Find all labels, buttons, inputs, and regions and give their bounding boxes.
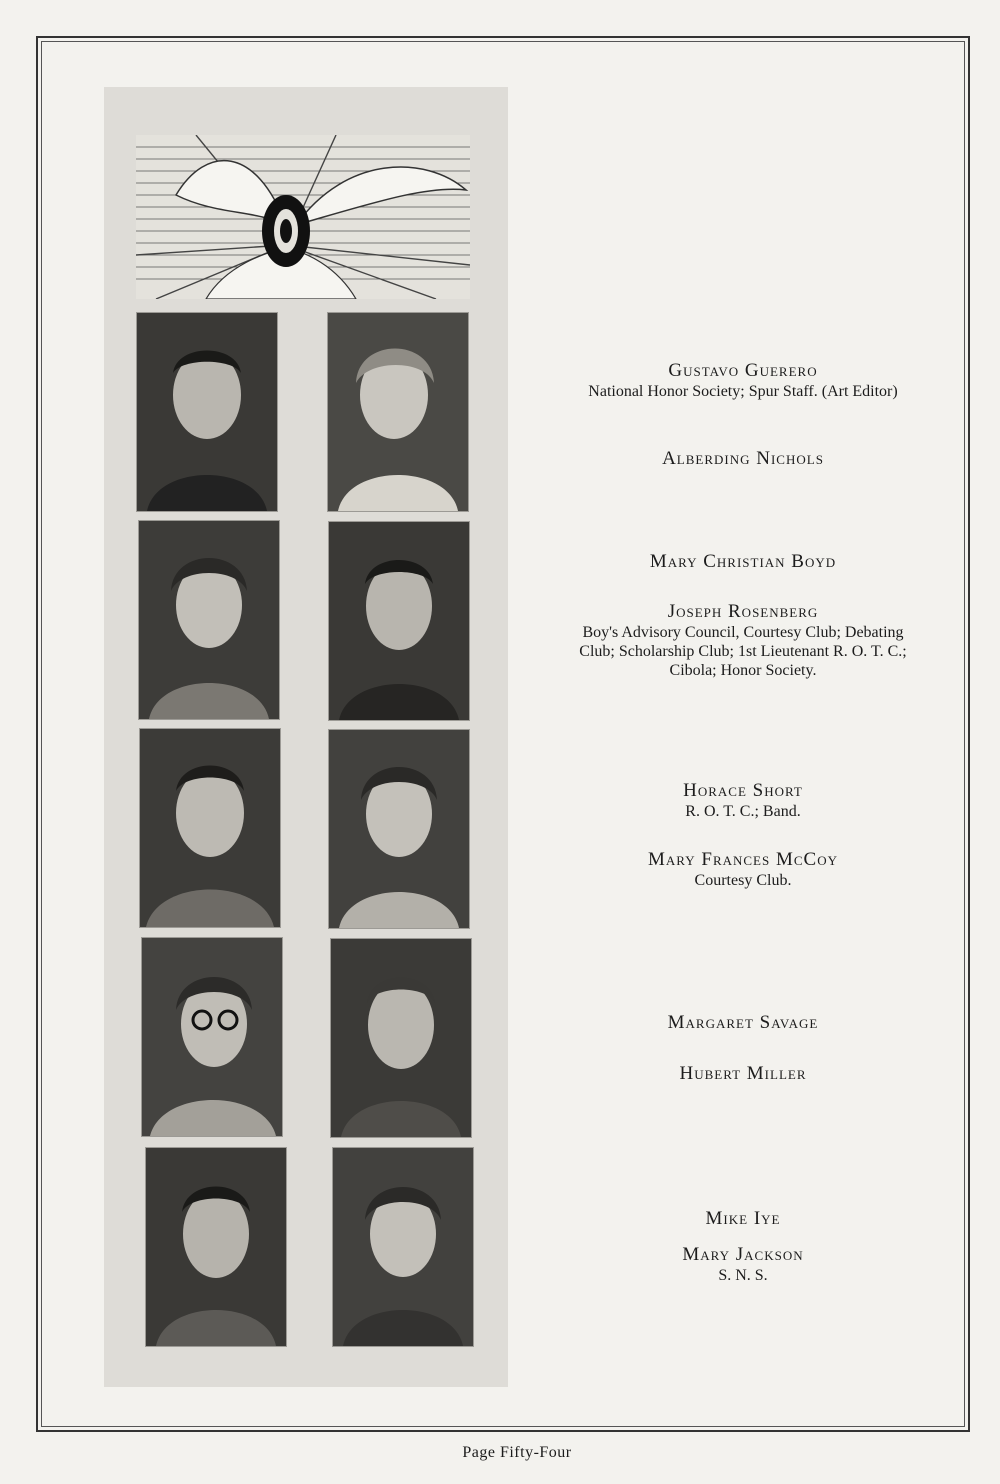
student-name: Mary Christian Boyd <box>649 551 837 572</box>
page-number: Page Fifty-Four <box>462 1444 572 1461</box>
student-name: Alberding Nichols <box>662 448 824 469</box>
entry-9 <box>560 1208 926 1230</box>
entry-10 <box>560 1244 926 1285</box>
student-name: Mary Frances McCoy <box>648 849 838 870</box>
student-name: Mary Jackson <box>682 1244 804 1265</box>
student-activities: R. O. T. C.; Band. <box>685 803 801 820</box>
portrait-photo <box>329 730 469 928</box>
entry-1 <box>560 360 926 401</box>
portrait-photo <box>139 521 279 719</box>
entry-5 <box>560 780 926 821</box>
portrait-photo <box>142 938 282 1136</box>
portrait-photo <box>137 313 277 511</box>
student-name: Gustavo Guerero <box>668 360 818 381</box>
portrait-photo <box>328 313 468 511</box>
student-name: Mike Iye <box>705 1208 781 1229</box>
entry-6 <box>560 849 926 890</box>
student-name: Horace Short <box>683 780 803 801</box>
portrait-photo <box>329 522 469 720</box>
student-activities: Courtesy Club. <box>694 872 792 889</box>
student-name: Hubert Miller <box>679 1063 807 1084</box>
student-activities: S. N. S. <box>718 1267 768 1284</box>
portrait-photo <box>140 729 280 927</box>
portrait-photo <box>331 939 471 1137</box>
entry-2 <box>560 448 926 470</box>
winged-wheel-emblem <box>136 135 470 299</box>
names-column <box>560 0 926 1484</box>
student-name: Margaret Savage <box>667 1012 819 1033</box>
portrait-photo <box>146 1148 286 1346</box>
entry-7 <box>560 1012 926 1034</box>
portrait-photo <box>333 1148 473 1346</box>
student-name: Joseph Rosenberg <box>667 601 819 622</box>
entry-8 <box>560 1063 926 1085</box>
entry-4 <box>560 601 926 680</box>
entry-3 <box>560 551 926 573</box>
student-activities: National Honor Society; Spur Staff. (Art Editor) <box>588 383 898 400</box>
student-activities: Boy's Advisory Council, Courtesy Club; Debating Club; Scholarship Club; 1st Lieutenant R. O. T. C.; Cibola; Honor Society. <box>579 624 907 679</box>
